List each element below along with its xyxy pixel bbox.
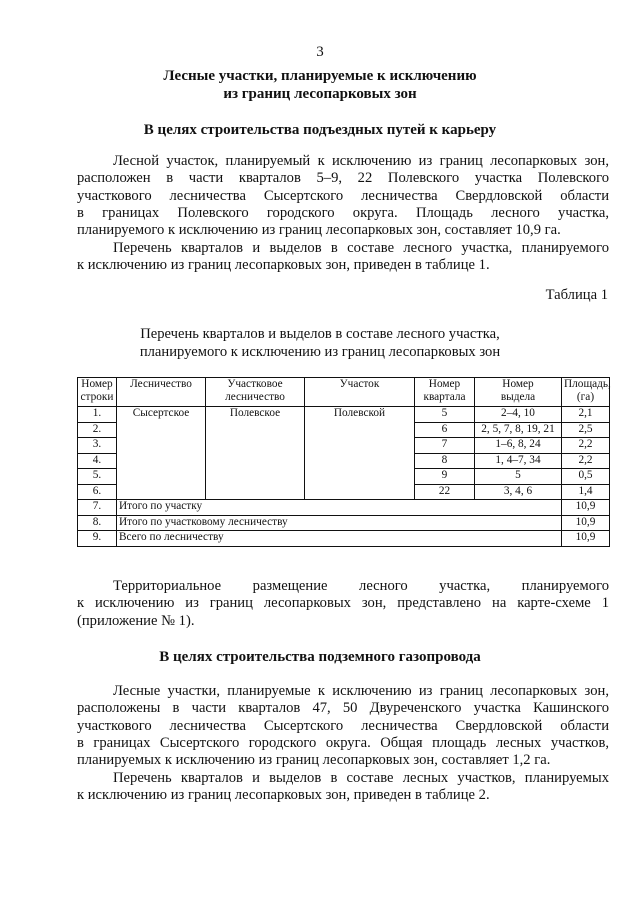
section1-paragraph-2: Перечень кварталов и выделов в составе лесного участка, планируемого к исключению из границ лесопарковых зон, приведен в таблице 1.	[77, 240, 609, 274]
header-site: Участок	[305, 378, 415, 407]
forestry-cell: Сысертское	[117, 407, 206, 500]
table1	[77, 377, 610, 547]
document-title-line: из границ лесопарковых зон	[223, 86, 417, 102]
header-area: Площадь, (га)	[562, 378, 610, 407]
section1-paragraph-1: Лесной участок, планируемый к исключению из границ лесопарковых зон, расположен в части кварталов 5–9, 22 Полевского участка Полевского участкового лесничества Сысертского лесничества Свердловской области в границах Полевского городского округа. Площадь лесного участка, планируемого к исключению из границ лесопарковых зон, составляет 10,9 га.	[77, 153, 609, 239]
header-quarter-number: Номер квартала	[415, 378, 475, 407]
header-section-number: Номер выдела	[475, 378, 562, 407]
section2-paragraph-1: Лесные участки, планируемые к исключению из границ лесопарковых зон, расположены в части кварталов 47, 50 Двуреченского участка Кашинского участкового лесничества Сысертского лесничества Свердловской области в границах Сысертского городского округа. Общая площадь лесных участков, планируемых к исключению из границ лесопарковых зон, составляет 1,2 га.	[77, 683, 609, 769]
table-row: 2. 6 2, 5, 7, 8, 19, 21 2,5	[78, 422, 610, 438]
header-district-forestry: Участковое лесничество	[206, 378, 305, 407]
document-title-line: Лесные участки, планируемые к исключению	[163, 68, 477, 84]
header-forestry: Лесничество	[117, 378, 206, 407]
table-total-row: 7. Итого по участку 10,9	[78, 500, 610, 516]
header-row-number: Номер строки	[78, 378, 117, 407]
site-cell: Полевской	[305, 407, 415, 500]
section2-heading: В целях строительства подземного газопровода	[159, 649, 481, 665]
section1-heading: В целях строительства подъездных путей к карьеру	[143, 122, 497, 138]
table-row: 5. 9 5 0,5	[78, 469, 610, 485]
page-number: 3	[316, 44, 324, 60]
table1-caption: Перечень кварталов и выделов в составе лесного участка, планируемого к исключению из границ лесопарковых зон	[139, 326, 501, 360]
document-title	[0, 67, 640, 103]
table-row: 6. 22 3, 4, 6 1,4	[78, 484, 610, 500]
table-total-row: 9. Всего по лесничеству 10,9	[78, 531, 610, 547]
table-row: 1. Сысертское Полевское Полевской 5 2–4, 10 2,1	[78, 407, 610, 423]
section2-paragraph-2: Перечень кварталов и выделов в составе лесных участков, планируемых к исключению из границ лесопарковых зон, приведен в таблице 2.	[77, 770, 609, 804]
table-row: 3. 7 1–6, 8, 24 2,2	[78, 438, 610, 454]
district-forestry-cell: Полевское	[206, 407, 305, 500]
map-reference-paragraph: Территориальное размещение лесного участка, планируемого к исключению из границ лесопарковых зон, представлено на карте-схеме 1 (приложение № 1).	[77, 578, 609, 629]
table-row: 4. 8 1, 4–7, 34 2,2	[78, 453, 610, 469]
table1-label: Таблица 1	[545, 287, 608, 303]
table-total-row: 8. Итого по участковому лесничеству 10,9	[78, 515, 610, 531]
table1-header-row	[78, 378, 610, 407]
